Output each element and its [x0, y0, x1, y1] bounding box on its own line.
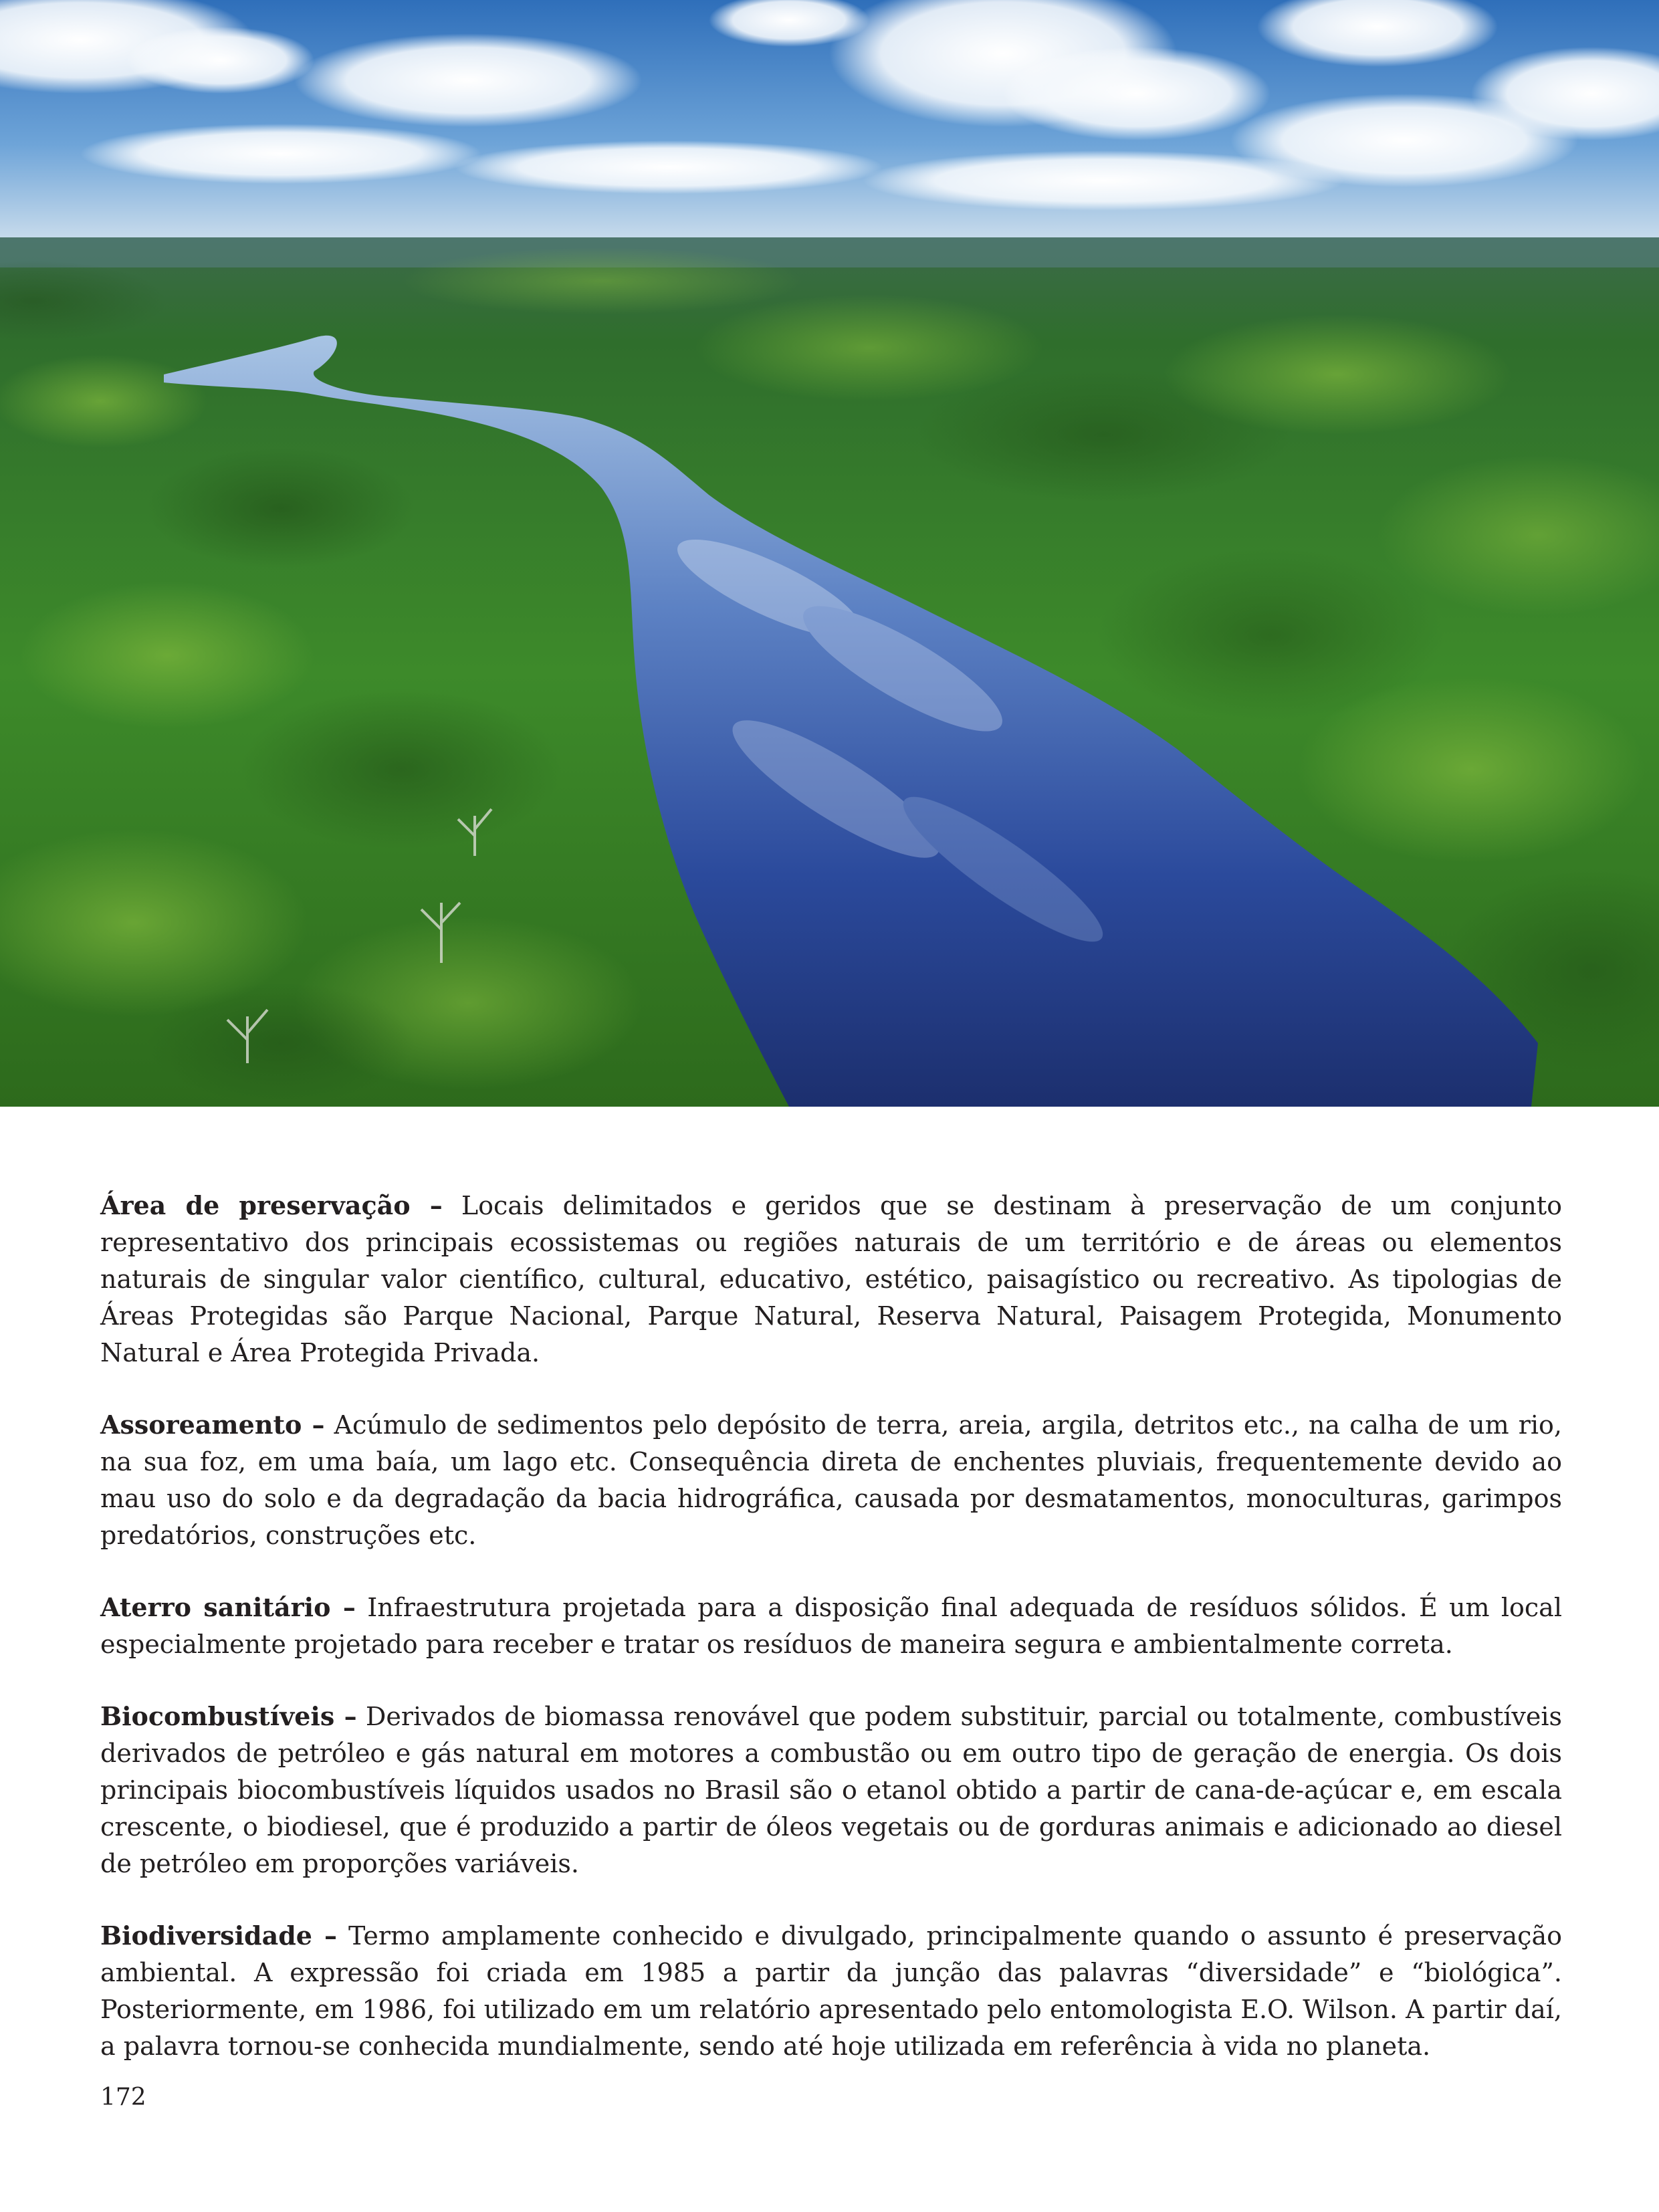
- glossary-definition: Infraestrutura projetada para a disposição final adequada de resíduos sólidos. É um local especialmente projetado para receber e tratar os resíduos de maneira segura e ambientalmente correta.: [100, 1593, 1562, 1659]
- glossary-definition: Derivados de biomassa renovável que podem substituir, parcial ou totalmente, combustíveis derivados de petróleo e gás natural em motores a combustão ou em outro tipo de geração de energia. Os dois principais biocombustíveis líquidos usados no Brasil são o etanol obtido a partir de cana-de-açúcar e, em escala crescente, o biodiesel, que é produzido a partir de óleos vegetais ou de gorduras animais e adicionado ao diesel de petróleo em proporções variáveis.: [100, 1702, 1562, 1878]
- glossary-term: Assoreamento –: [100, 1410, 325, 1440]
- glossary-definition: Locais delimitados e geridos que se destinam à preservação de um conjunto representativo dos principais ecossistemas ou regiões naturais de um território e de áreas ou elementos naturais de singular valor científico, cultural, educativo, estético, paisagístico ou recreativo. As tipologias de Áreas Protegidas são Parque Nacional, Parque Natural, Reserva Natural, Paisagem Protegida, Monumento Natural e Área Protegida Privada.: [100, 1191, 1562, 1367]
- glossary-term: Biodiversidade –: [100, 1920, 338, 1951]
- page-number: 172: [100, 2084, 146, 2111]
- glossary-term: Biocombustíveis –: [100, 1701, 357, 1731]
- glossary-term: Área de preservação –: [100, 1190, 443, 1220]
- glossary-entry-assoreamento: [100, 1406, 1562, 1554]
- glossary-definition: Acúmulo de sedimentos pelo depósito de terra, areia, argila, detritos etc., na calha de um rio, na sua foz, em uma baía, um lago etc. Consequência direta de enchentes pluviais, frequentemente devido ao mau uso do solo e da degradação da bacia hidrográfica, causada por desmatamentos, monoculturas, garimpos predatórios, construções etc.: [100, 1410, 1562, 1550]
- glossary-entry-biocombustiveis: [100, 1698, 1562, 1882]
- glossary-definition: Termo amplamente conhecido e divulgado, principalmente quando o assunto é preservação ambiental. A expressão foi criada em 1985 a partir da junção das palavras “diversidade” e “biológica”. Posteriormente, em 1986, foi utilizado em um relatório apresentado pelo entomologista E.O. Wilson. A partir daí, a palavra tornou-se conhecida mundialmente, sendo até hoje utilizada em referência à vida no planeta.: [100, 1921, 1562, 2061]
- glossary-entry-area-de-preservacao: [100, 1187, 1562, 1371]
- glossary-entry-biodiversidade: [100, 1917, 1562, 2065]
- glossary: [100, 1187, 1562, 2100]
- glossary-entry-aterro-sanitario: [100, 1589, 1562, 1663]
- glossary-term: Aterro sanitário –: [100, 1592, 356, 1622]
